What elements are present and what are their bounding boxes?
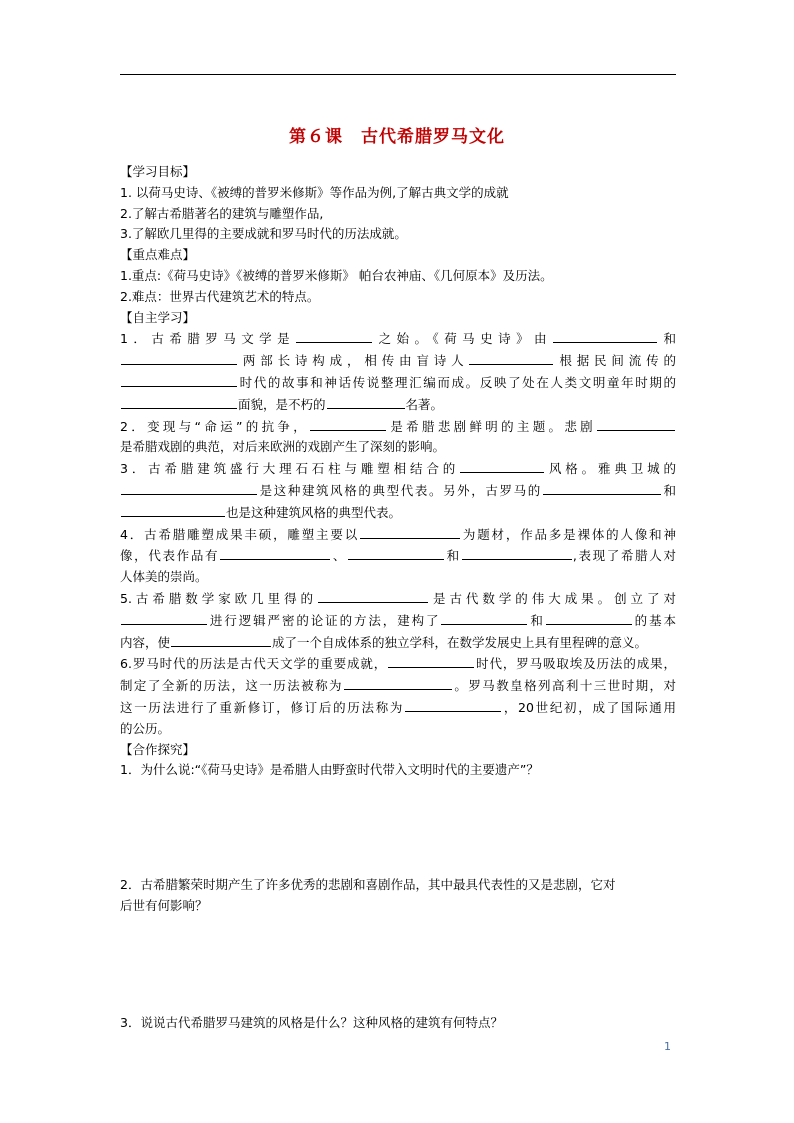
section-self-study: 【自主学习】 <box>120 309 196 325</box>
question-1-line-1: 1．古希腊罗马文学是 之始。《荷马史诗》由 和 <box>120 328 676 350</box>
blank[interactable] <box>469 350 553 365</box>
question-1-line-3: 时代的故事和神话传说整理汇编而成。反映了处在人类文明童年时期的 <box>120 372 676 394</box>
page-title: 第６课 古代希腊罗马文化 <box>289 127 505 147</box>
blank[interactable] <box>171 632 271 647</box>
worksheet-body <box>120 162 676 1034</box>
question-6-line-1: 6.罗马时代的历法是古代天文学的重要成就， 时代，罗马吸取埃及历法的成果， <box>120 653 676 675</box>
objective-2: 2.了解古希腊著名的建筑与雕塑作品, <box>120 205 324 221</box>
blank[interactable] <box>121 394 237 409</box>
inquiry-3: 3．说说古代希腊罗马建筑的风格是什么？这种风格的建筑有何特点？ <box>120 1014 503 1030</box>
blank[interactable] <box>121 372 237 387</box>
question-5-line-1: 5.古希腊数学家欧几里得的 是古代数学的伟大成果。创立了对 <box>120 588 676 610</box>
question-5-line-3: 内容，使 成了一个自成体系的独立学科，在数学发展史上具有里程碑的意义。 <box>120 632 676 654</box>
inquiry-2-line-2: 后世有何影响？ <box>120 897 208 913</box>
blank[interactable] <box>441 610 527 625</box>
objective-1: 1. 以荷马史诗、《被缚的普罗米修斯》等作品为例,了解古典文学的成就 <box>120 184 509 200</box>
section-key-points: 【重点难点】 <box>120 247 196 263</box>
blank[interactable] <box>405 697 501 712</box>
question-3-line-3: 也是这种建筑风格的典型代表。 <box>120 502 676 524</box>
blank[interactable] <box>462 545 572 560</box>
question-4-line-1: 4．古希腊雕塑成果丰硕，雕塑主要以 为题材，作品多是裸体的人像和神 <box>120 524 676 546</box>
blank[interactable] <box>121 610 207 625</box>
question-1-line-4: 面貌，是不朽的 名著。 <box>120 394 676 416</box>
question-2-line-1: 2．变现与“命运”的抗争， 是希腊悲剧鲜明的主题。悲剧 <box>120 416 676 438</box>
blank[interactable] <box>220 545 330 560</box>
question-4-line-3: 人体美的崇尚。 <box>120 569 208 585</box>
inquiry-1: 1．为什么说:“《荷马史诗》是希腊人由野蛮时代带入文明时代的主要遗产”？ <box>120 762 539 778</box>
blank[interactable] <box>318 588 428 603</box>
blank[interactable] <box>327 394 405 409</box>
blank[interactable] <box>348 545 444 560</box>
question-1-line-2: 两部长诗构成，相传由盲诗人 根据民间流传的 <box>120 350 676 372</box>
page-number: 1 <box>664 1040 671 1053</box>
blank[interactable] <box>597 416 675 431</box>
question-5-line-2: 进行逻辑严密的论证的方法，建构了 和 的基本 <box>120 610 676 632</box>
question-4-line-2: 像，代表作品有 、 和 ,表现了希腊人对 <box>120 545 676 567</box>
question-2-line-2: 是希腊戏剧的典范，对后来欧洲的戏剧产生了深刻的影响。 <box>120 439 446 455</box>
blank[interactable] <box>121 480 257 495</box>
question-6-line-3: 这一历法进行了重新修订，修订后的历法称为 ，20世纪初，成了国际通用 <box>120 697 676 719</box>
blank[interactable] <box>460 458 544 473</box>
blank[interactable] <box>296 328 372 343</box>
key-point-1: 1.重点:《荷马史诗》《被缚的普罗米修斯》 帕台农神庙、《几何原本》及历法。 <box>120 267 553 283</box>
blank[interactable] <box>121 502 225 517</box>
question-6-line-4: 的公历。 <box>120 720 171 736</box>
blank[interactable] <box>360 524 460 539</box>
blank[interactable] <box>344 675 452 690</box>
question-6-line-2: 制定了全新的历法，这一历法被称为 。罗马教皇格列高利十三世时期，对 <box>120 675 676 697</box>
question-3-line-2: 是这种建筑风格的典型代表。另外，古罗马的 和 <box>120 480 676 502</box>
inquiry-2-line-1: 2．古希腊繁荣时期产生了许多优秀的悲剧和喜剧作品，其中最具代表性的又是悲剧，它对 <box>120 877 616 893</box>
objective-3: 3.了解欧几里得的主要成就和罗马时代的历法成就。 <box>120 226 407 242</box>
header-rule <box>120 74 676 75</box>
answer-space-2[interactable] <box>120 917 676 1013</box>
section-cooperation: 【合作探究】 <box>120 741 196 757</box>
key-point-2: 2.难点：世界古代建筑艺术的特点。 <box>120 288 320 304</box>
blank[interactable] <box>121 350 237 365</box>
answer-space-1[interactable] <box>120 781 676 875</box>
question-3-line-1: 3．古希腊建筑盛行大理石石柱与雕塑相结合的 风格。雅典卫城的 <box>120 458 676 480</box>
blank[interactable] <box>553 328 657 343</box>
blank[interactable] <box>543 480 661 495</box>
blank[interactable] <box>546 610 632 625</box>
blank[interactable] <box>388 653 474 668</box>
blank[interactable] <box>310 416 386 431</box>
section-objectives: 【学习目标】 <box>120 164 196 179</box>
